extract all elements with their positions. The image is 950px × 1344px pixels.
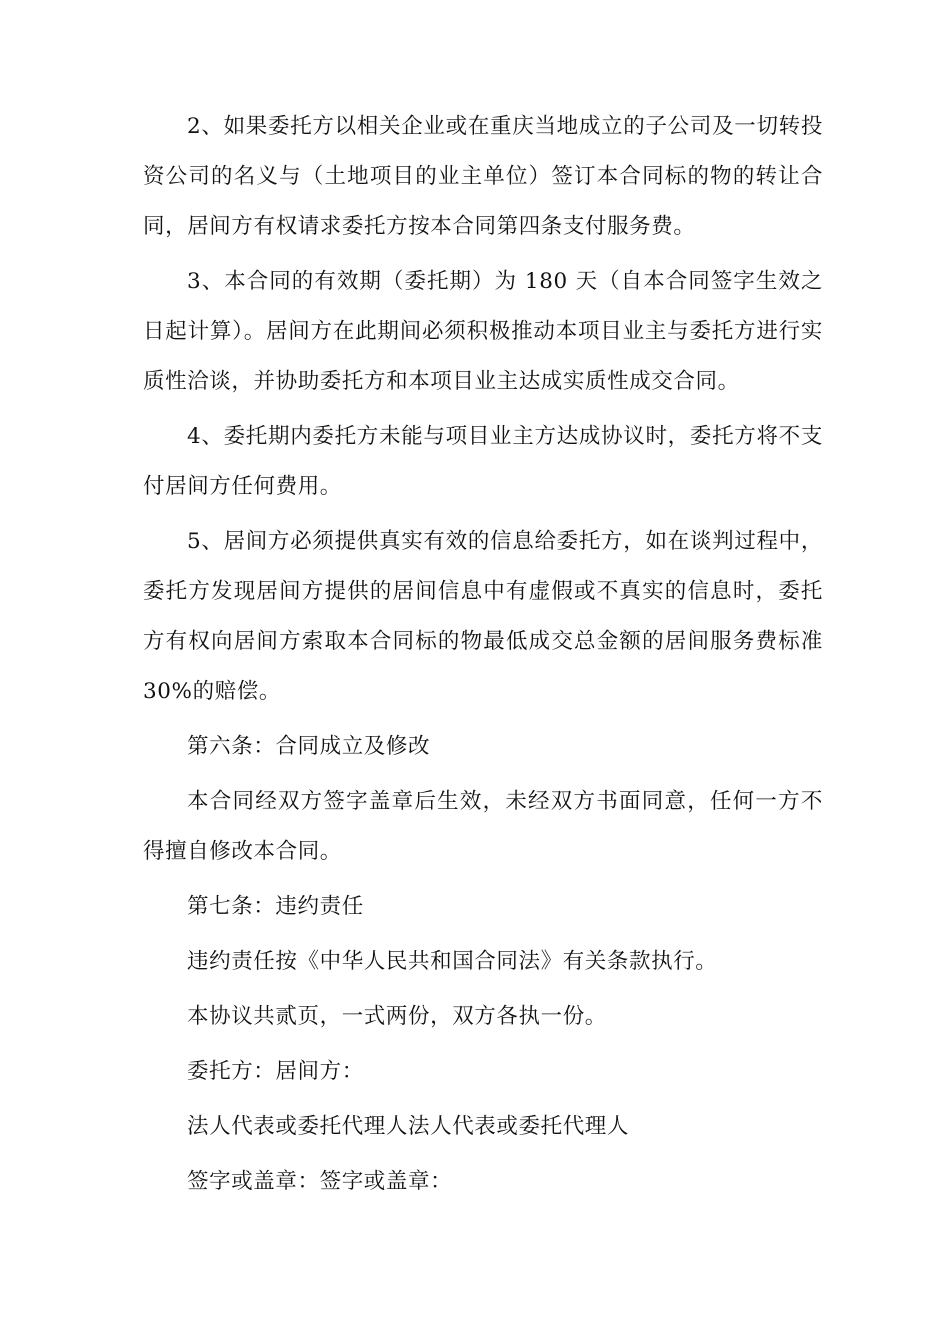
parties-line: 委托方：居间方：	[187, 1059, 364, 1084]
document-body	[143, 102, 823, 1212]
clause-2-paragraph: 2、如果委托方以相关企业或在重庆当地成立的子公司及一切转投资公司的名义与（土地项目的业主单位）签订本合同标的物的转让合同，居间方有权请求委托方按本合同第四条支付服务费。	[143, 114, 823, 239]
article-7-paragraph: 违约责任按《中华人民共和国合同法》有关条款执行。	[187, 949, 718, 974]
clause-3-paragraph: 3、本合同的有效期（委托期）为 180 天（自本合同签字生效之日起计算）。居间方在此期间必须积极推动本项目业主与委托方进行实质性洽谈，并协助委托方和本项目业主达成实质性成交合同。	[143, 269, 823, 394]
clause-4-paragraph: 4、委托期内委托方未能与项目业主方达成协议时，委托方将不支付居间方任何费用。	[143, 424, 823, 499]
signature-line: 签字或盖章：签字或盖章：	[187, 1169, 453, 1194]
article-6-heading: 第六条：合同成立及修改	[187, 734, 431, 759]
article-7-heading: 第七条：违约责任	[187, 894, 364, 919]
representatives-line: 法人代表或委托代理人法人代表或委托代理人	[187, 1114, 630, 1139]
article-6-paragraph: 本合同经双方签字盖章后生效，未经双方书面同意，任何一方不得擅自修改本合同。	[143, 789, 823, 864]
clause-5-paragraph: 5、居间方必须提供真实有效的信息给委托方，如在谈判过程中，委托方发现居间方提供的居间信息中有虚假或不真实的信息时，委托方有权向居间方索取本合同标的物最低成交总金额的居间服务费标准 30%的赔偿。	[143, 529, 823, 704]
copies-statement: 本协议共贰页，一式两份，双方各执一份。	[187, 1004, 607, 1029]
